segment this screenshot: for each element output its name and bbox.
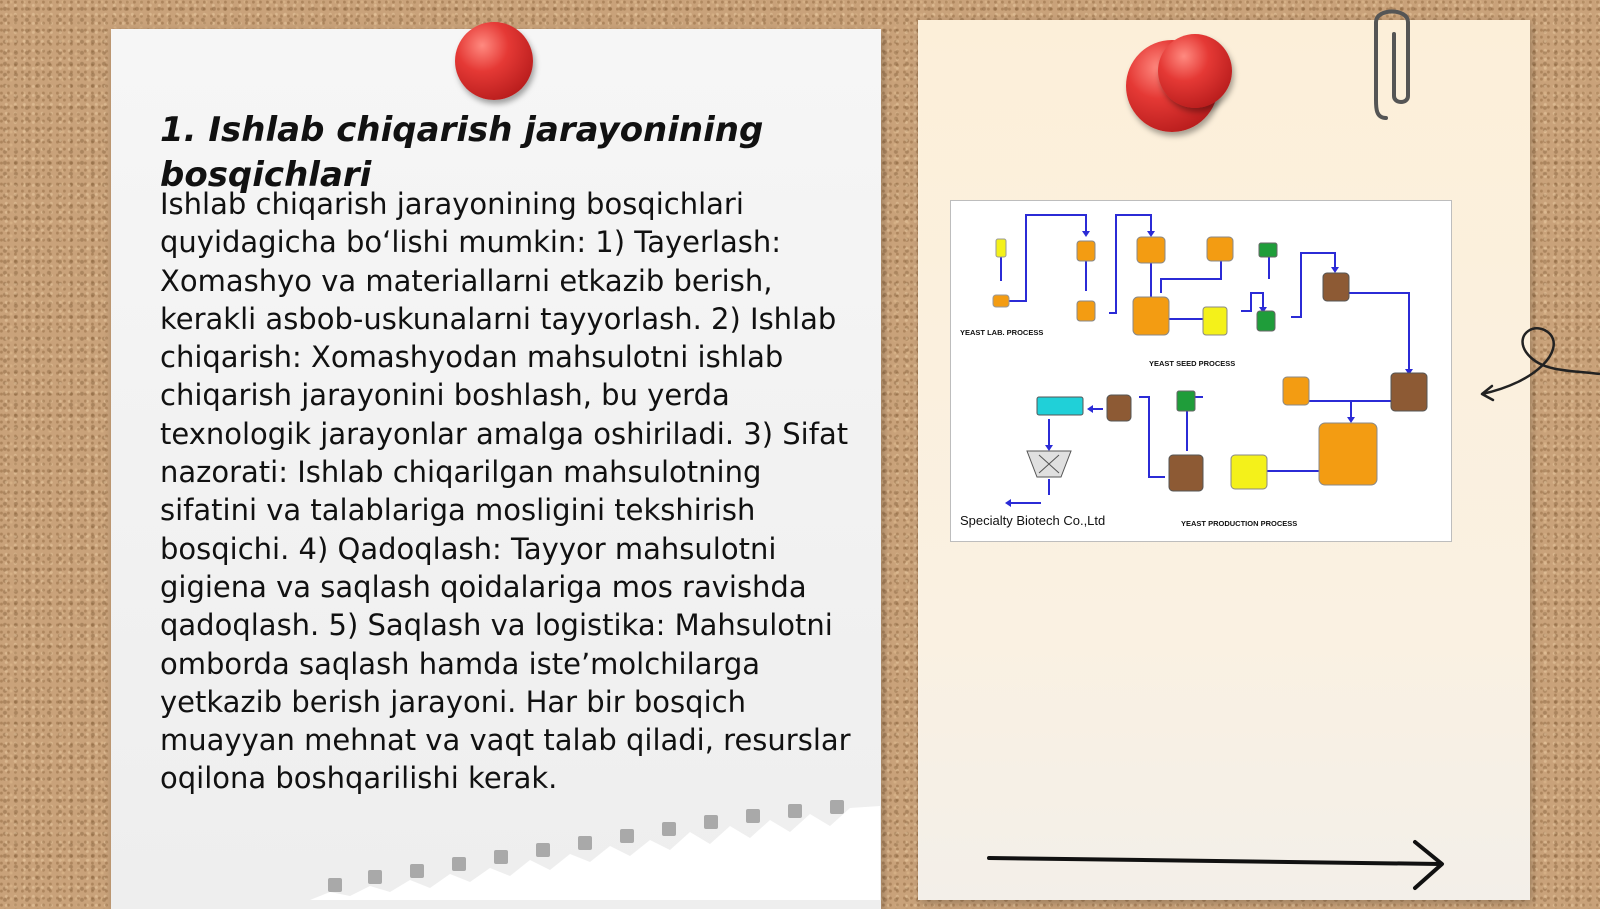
process-flow-graphic (951, 201, 1451, 541)
arrow-right-icon (985, 838, 1450, 898)
torn-paper-edge (310, 800, 880, 900)
push-pin-icon (1158, 34, 1232, 108)
paper-clip-icon (1372, 0, 1420, 125)
slide-body-text: Ishlab chiqarish jarayonining bosqichlari quyidagicha bo‘lishi mumkin: 1) Tayerlash: Xomashyo va materiallarni etkazib berish, kerakli asbob-uskunalarni tayyorlash. 2) Ishlab chiqarish: Xomashyodan mahsulotni ishlab chiqarish jarayonini boshlash, bu yerda texnologik jarayonlar amalga oshiriladi. 3) Sifat nazorati: Ishlab chiqarilgan mahsulotning sifatini va talablariga mosligini tekshirish bosqichi. 4) Qadoqlash: Tayyor mahsulotni gigiena va saqlash qoidalariga mos ravishda qadoqlash. 5) Saqlash va logistika: Mahsulotni omborda saqlash hamda iste’molchilarga yetkazib berish jarayoni. Har bir bosqich muayyan mehnat va vaqt talab qiladi, resurslar oqilona boshqarilishi kerak. (160, 187, 851, 796)
diagram-production-label: YEAST PRODUCTION PROCESS (1181, 519, 1298, 528)
diagram-company-label: Specialty Biotech Co.,Ltd (960, 513, 1106, 528)
curly-arrow-icon (1478, 312, 1600, 412)
push-pin-icon (455, 22, 533, 100)
slide-title: 1. Ishlab chiqarish jarayonining bosqichlari (160, 110, 764, 195)
diagram-lab-label: YEAST LAB. PROCESS (960, 328, 1044, 337)
diagram-seed-label: YEAST SEED PROCESS (1149, 359, 1236, 368)
yeast-process-diagram (950, 200, 1452, 542)
